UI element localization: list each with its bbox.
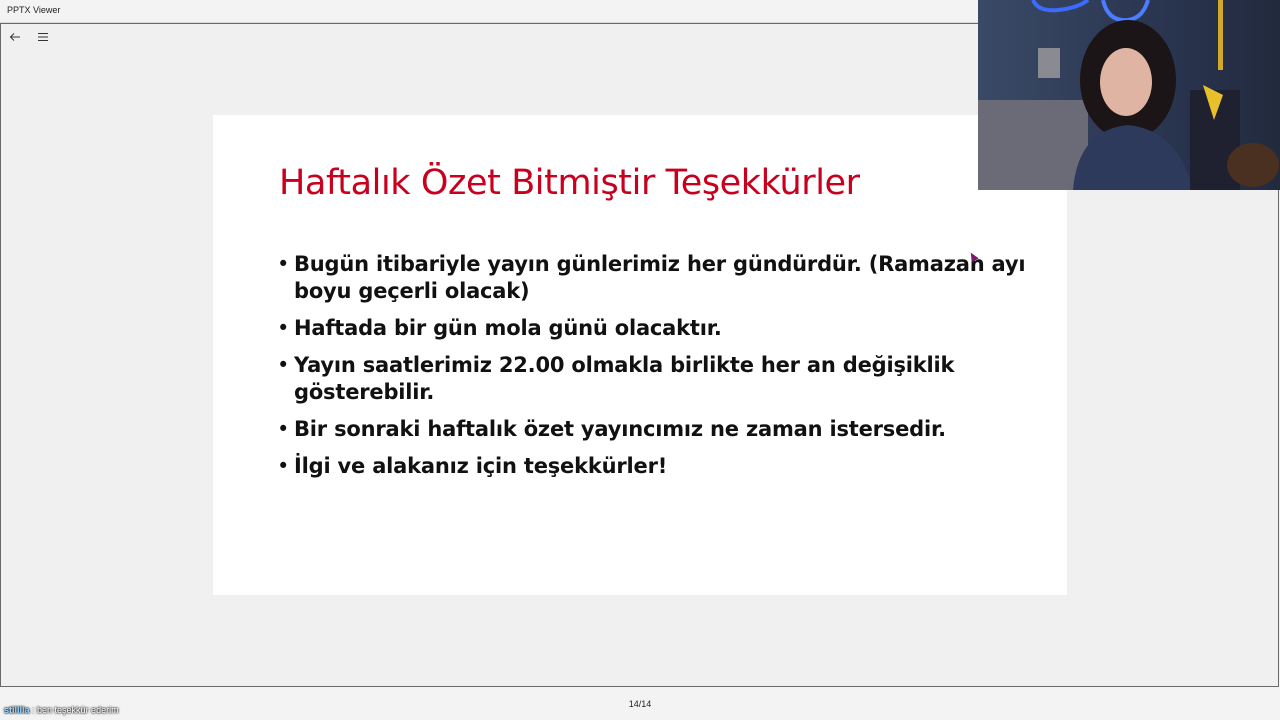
bullet-item xyxy=(277,416,1057,443)
slide xyxy=(213,115,1067,595)
bullet-item xyxy=(277,315,1057,342)
status-bar xyxy=(0,688,1280,720)
bullet-list xyxy=(277,251,1057,490)
bullet-item xyxy=(277,251,1057,305)
chat-username: stilllla xyxy=(4,705,30,715)
back-arrow-icon xyxy=(9,32,21,42)
bullet-item xyxy=(277,453,1057,480)
webcam-overlay xyxy=(978,0,1280,190)
bullet-text: Haftada bir gün mola günü olacaktır. xyxy=(294,316,722,340)
back-button[interactable] xyxy=(6,29,24,45)
menu-button[interactable] xyxy=(34,29,52,45)
bullet-dot: • xyxy=(277,353,290,377)
bullet-dot: • xyxy=(277,417,290,441)
chat-separator: : xyxy=(29,705,38,715)
bullet-text: Bir sonraki haftalık özet yayıncımız ne zaman istersedir. xyxy=(294,417,946,441)
bullet-text: Bugün itibariyle yayın günlerimiz her gündürdür. (Ramazan ayı boyu geçerli olacak) xyxy=(294,252,1026,303)
bullet-text: İlgi ve alakanız için teşekkürler! xyxy=(294,454,668,478)
app-title: PPTX Viewer xyxy=(7,5,61,15)
page-indicator: 14/14 xyxy=(628,699,652,709)
bullet-text: Yayın saatlerimiz 22.00 olmakla birlikte her an değişiklik gösterebilir. xyxy=(294,353,955,404)
bullet-dot: • xyxy=(277,252,290,276)
bullet-dot: • xyxy=(277,316,290,340)
chat-text: ben teşekkür ederim xyxy=(37,705,119,715)
slide-title: Haftalık Özet Bitmiştir Teşekkürler xyxy=(279,163,860,203)
webcam-image xyxy=(978,0,1280,190)
bullet-dot: • xyxy=(277,454,290,478)
hamburger-menu-icon xyxy=(37,32,49,42)
bullet-item xyxy=(277,352,1057,406)
